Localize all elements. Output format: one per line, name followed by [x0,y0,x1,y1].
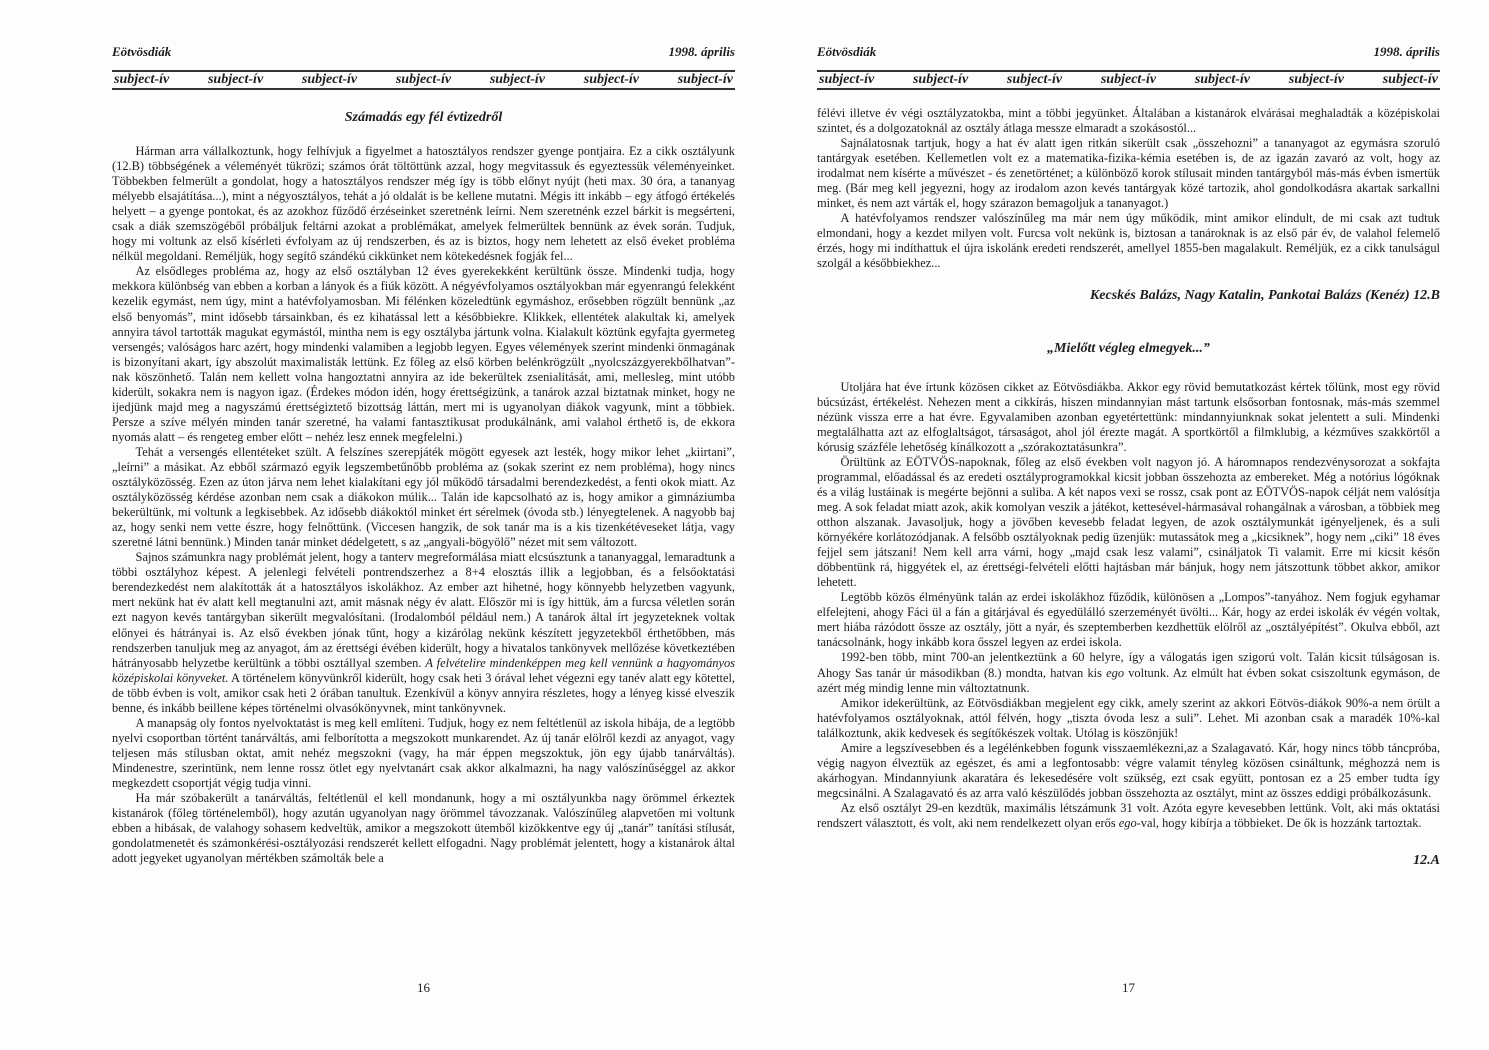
emphasized-text: ego [1118,815,1137,830]
paragraph: Amikor idekerültünk, az Eötvösdiákban megjelent egy cikk, amely szerint az akkori Eötvös-diákok 90%-a nem örült a hatévfolyamos osztályoknak, attól félvén, hogy „tiszta óvoda lesz a suli”. Lehet. Mi azonban csak a maradék 10%-kal találkoztunk, akik kedvesek és segítőkészek voltak. Utólag is köszönjük! [817,695,1440,740]
paragraph: Sajnálatosnak tartjuk, hogy a hat év alatt igen ritkán sikerült csak „összehozni” a tananyagot az egymásra szoruló tantárgyak esetében. Kellemetlen volt ez a matematika-fizika-kémia esetében is, de az igazán zavaró az volt, hogy az irodalmat nem kísérte a művészet - és zenetörténet; a különböző korok stílusait minden tantárgyból más-más évben ismertük meg. (Bár meg kell jegyezni, hogy az irodalom azon kevés tantárgyak közé tartozik, ahol gondolkodásra akartak sarkallni minket, és nem azt várták el, hogy szárazon bemagoljuk a tananyagot.) [817,136,1440,211]
subject-label: subject-ív [1194,72,1251,87]
paragraph: Legtöbb közös élményünk talán az erdei iskolákhoz fűződik, különösen a „Lompos”-tanyához. Nem fogjuk egyhamar elfelejteni, ahogy Fáci ül a fán a gitárjával és egyedülálló szerzeményét üvölti... Kár, hogy az erdei iskolák év végén voltak, mert hiába rázódott össze az osztály, jött a nyár, és szeptemberben kezdhettük elölről az „osztályépítést”. Okulva ebből, azt tanácsolnánk, hogy inkább kora ősszel legyen az erdei iskola. [817,590,1440,650]
paragraph: A manapság oly fontos nyelvoktatást is meg kell említeni. Tudjuk, hogy ez nem feltétlenül az iskola hibája, de a legtöbb nyelvi csoportban történt tanárváltás, ami felborította a megszokott munkarendet. Az új tanár elölről kezdi az anyagot, vagy teljesen más stílusban oktat, amit nehéz megszokni (vagy, ha már éppen megszoktuk, jön egy újabb tanárváltás). Mindenestre, szerintünk, nem lenne rossz ötlet egy nyelvtanárt csak akkor alkalmazni, ha nagy valószínűséggel az akkor megkezdett csoportját végig tudja vinni. [112,715,735,790]
paragraph: Tehát a versengés ellentéteket szült. A felszínes szerepjáték mögött egyesek azt lesték, hogy mikor lehet „kiirtani”, „leírni” a másikat. Az ebből származó egyik legszembetűnőbb probléma az (sokak szerint ez nem probléma), hogy nincs osztályközösség. Ezen az úton járva nem lehet kialakítani egy jól működő társadalmi berendezkedést, a fenti okok miatt. Az osztályközösség kérdése azonban nem csak a diákokon múlik... Talán ide kapcsolható az is, hogy amikor a gimnáziumba bekerültünk, mi voltunk a legkisebbek. Az idősebb diákoktól minket ért sérelmek (óvoda stb.) lényegtelenek. A nagyobb baj az, hogy senki nem vette észre, hogy felnőttünk. (Viccesen hangzik, de sok tanár ma is a kis tizenkétéveseket látja, vagy szeretné látni bennünk.) Minden tanár minket dédelgetett, s az „angyali-bögyölő” nézet mit sem változott. [112,444,735,550]
subject-label: subject-ív [912,72,969,87]
subject-label: subject-ív [207,72,264,87]
emphasized-text: A felvételire mindenképpen meg kell vennünk a hagyományos középiskolai könyveket. [112,655,735,685]
paragraph: félévi illetve év végi osztályzatokba, mint a többi jegyünket. Általában a kistanárok elvárásai meghaladták a középiskolai szintet, és a dolgozatoknál az osztály átlaga messze elmaradt a szokásostól... [817,106,1440,136]
paragraph: Utoljára hat éve írtunk közösen cikket az Eötvösdiákba. Akkor egy rövid bemutatkozást kértek tőlünk, most egy rövid búcsúzást, értékelést. Nehezen ment a cikkírás, hiszen mindannyian mást tartunk elsősorban fontosnak, más-más szemmel nézünk vissza erre a hat évre. Egyvalamiben azonban egyetértettünk: mindannyiunknak sokat jelentett a suli. Mindenki megtalálhatta azt az elfoglaltságot, társaságot, ahol jól érezte magát. A sportkörtől a filmklubig, a kézműves szakkörtől a kórusig százféle lehetőség kínálkozott a „szórakoztatásunkra”. [817,379,1440,454]
subject-label: subject-ív [1006,72,1063,87]
paragraph: Örültünk az EÖTVÖS-napoknak, főleg az első években volt nagyon jó. A háromnapos rendezvénysorozat a sokfajta programmal, előadással és az eredeti osztályprogramokkal kicsit jobban összehozta az embereket. Még a notórius lógóknak és a világ lustáinak is megérte bejönni a suliba. A két napos vexi se rossz, csak pont az EÖTVÖS-napok célját nem valósítja meg. A sok feladat miatt azok, akik komolyan veszik a játékot, kettesével-hármasával rohangálnak a városban, a többiek meg otthon alszanak. Javasoljuk, hogy a jövőben kevesebb feladat legyen, de azok osztálymunkát igényeljenek, és a suli környékére korlátozódjanak. A felsőbb osztályoknak pedig üzenjük: mutassátok meg a „kicsiknek”, hogy nem „ciki” 18 éves fejjel sem játszani! Nem kell arra várni, hogy „majd csak lesz valami”, csináljatok Ti valamit. Erre mi kicsit későn döbbentünk rá, higgyétek el, az érettségi-felvételi előtti hajtásban már bánjuk, hogy nem játszottunk többet akkor, amikor lehetett. [817,454,1440,590]
author-byline: Kecskés Balázs, Nagy Katalin, Pankotai Balázs (Kenéz) 12.B [1089,287,1440,303]
subject-label: subject-ív [1382,72,1438,87]
issue-date: 1998. április [1373,44,1440,59]
issue-date: 1998. április [668,44,735,59]
subject-label: subject-ív [395,72,452,87]
paragraph-text: 1992-ben több, mint 700-an jelentkeztünk a 60 helyre, így a válogatás igen szigorú volt. Talán kicsit túlságosan is. Ahogy Sas tanár úr másodikban (8.) mondta, hatvan kis [817,650,1440,680]
paragraph: Hárman arra vállalkoztunk, hogy felhívjuk a figyelmet a hatosztályos rendszer gyenge pontjaira. Ez a cikk osztályunk (12.B) többségének a véleményét tükrözi; számos órát töltöttünk azzal, hogy megvitassuk és egyeztessük véleményeinket. Többekben felmerült a gondolat, hogy a hatosztályos rendszer még így is több előnyt nyújt (heti max. 30 óra, a tananyag mélyebb elsajátítása...), mint a négyosztályos, tehát a jó oldalát is be kellene mutatni. Mégis itt inkább – egy átfogó értékelés helyett – a gyenge pontokat, és az azokhoz fűződő érzéseinket szeretnénk leírni. Nem szeretnénk ezzel bárkit is megsérteni, csak a diák szemszögéből próbáljuk feltárni azokat a problémákat, amelyek felmerültek bennünk az évek során. Tudjuk, hogy mi voltunk az első kísérleti évfolyam az új rendszerben, és az is biztos, hogy nem lehetett az első éveket probléma nélkül megoldani. Reméljük, hogy segítő szándékú cikkünket nem kötekedésnek fogják fel... [112,144,735,264]
paragraph: A hatévfolyamos rendszer valószínűleg ma már nem úgy működik, mint amikor elindult, de mi csak azt tudtuk elmondani, hogy a kezdet milyen volt. Furcsa volt nekünk is, biztosan a tanároknak is az első pár év, de valahol felemelő érzés, hogy mi indíthattuk el újra iskolánk eredeti rendszerét, amellyel 1855-ben magalakult. Reméljük, ez a cikk tanulságul szolgál a későbbiekhez... [817,211,1440,271]
paragraph [817,801,1440,831]
subject-label: subject-ív [1100,72,1157,87]
subject-label: subject-ív [677,72,733,87]
paragraph: Amire a legszívesebben és a legélénkebben fogunk visszaemlékezni,az a Szalagavató. Kár, hogy nincs több táncpróba, végig nagyon élveztük az egészet, és ami a legfontosabb: végre valamit tényleg közösen csináltunk, méghozzá nem is akárhogyan. Mindannyiunk akaratára és lekesedésére volt szükség, ezt csak együtt, pontosan ez a 25 ember tudta így megcsinálni. A Szalagavató és az arra való készülődés jobban összehozta az osztályt, mint az összes eddigi próbálkozásunk. [817,740,1440,800]
subject-bar [817,70,1440,90]
paragraph-text: -val, hogy kibírja a többieket. De ők is hozzánk tartoztak. [1136,815,1422,830]
subject-label: subject-ív [301,72,358,87]
emphasized-text: ego [1106,665,1125,680]
subject-label: subject-ív [583,72,639,87]
publication-name: Eötvösdiák [817,44,877,59]
paragraph [817,650,1440,695]
paragraph: Az elsődleges probléma az, hogy az első osztályban 12 éves gyerekekként kerültünk össze. Mindenki tudja, hogy mekkora különbség van ebben a korban a lányok és a fiúk között. A négyévfolyamos osztályokban már egyenrangú felekként kezelik egymást, nem úgy, mint a hatévfolyamosban. Mi félénken közeledtünk egymáshoz, erősebben rögzült bennünk „az első benyomás”, mint idősebb társainkban, és ez kihatással lett a későbbiekre. Klikkek, ellentétek alakultak ki, amelyek annyira távol tartották magukat egymástól, mintha nem is egy osztályba jártunk volna. Kialakult köztünk egyfajta gyermeteg versengés; valóságos harc azért, hogy mindenki valamiben a legjobb legyen. Egyes vélemények szerint mindenki önmagának is bizonyítani akart, így abszolút maximalisták lettünk. Ez főleg az első körben belénkrögzült „nyolcszázgyerekbőlhatvan”-nak köszönhető. Talán nem kellett volna hangoztatni annyira az ide bekerültek zsenialitását, ami, mellesleg, mint utóbb kiderült, sokakra nem is nagyon igaz. (Érdekes módon idén, hogy érettségizünk, a tanárok azzal biztatnak minket, hogy ne ijedjünk majd meg a nagyszámú érettségiztető bizottság láttán, mert mi is ugyanolyan diákok vagyunk, mint a többiek. Persze a szíve mélyén minden tanár szeretné, ha valami fantasztikusat produkálnánk, ami valahol érthető is, de ekkora nyomás alatt – és rengeteg ember előtt – nehéz lesz ennek megfelelni.) [112,264,735,444]
right-page [817,0,1440,1050]
publication-name: Eötvösdiák [112,44,172,59]
article-body [112,144,735,866]
paragraph-text: voltunk. Az elmúlt hat évben sokat csiszoltunk egymáson, de azért még mindig lenne min változtatnunk. [817,665,1440,695]
subject-bar [112,70,735,90]
paragraph-text: Sajnos számunkra nagy problémát jelent, hogy a tanterv megreformálása miatt elcsúsztunk a tananyaggal, lemaradtunk a többi osztályhoz képest. A jelenlegi felvételi pontrendszerhez a 8+4 elosztás illik a legjobban, és a felsőoktatási berendezkedést nem alakították át a hatosztályos iskolákhoz. Az ember azt hihetné, hogy könnyebb helyzetben vagyunk, mert nekünk hat év alatt kell megtanulni azt, amit másnak négy év alatt. Először mi is így hittük, ám a furcsa véletlen során ezt nagyon kevés tantárgyban sikerült megvalósítani. (Irodalomból például nem.) A tanárok által írt jegyzeteknek voltak előnyei és hátrányai is. Az első években jónak tűnt, hogy a kizárólag nekünk készített jegyzetekből érthetőbben, más rendszerben tanuljuk meg az anyagot, ám az érettségi évében kiderült, hogy a hivatalos tankönyvek mellőzése következtében hátrányosabb helyzetbe kerültünk a többi osztállyal szemben. [112,550,735,670]
article-continuation [817,106,1440,868]
running-head [112,44,735,60]
paragraph [112,550,735,716]
class-byline: 12.A [1413,853,1440,869]
page-number: 17 [1122,980,1135,995]
subject-label: subject-ív [489,72,546,87]
left-page [112,0,735,1050]
subject-label: subject-ív [114,72,170,87]
paragraph: Ha már szóbakerült a tanárváltás, feltétlenül el kell mondanunk, hogy a mi osztályunkba nagy örömmel érkeztek kistanárok (főleg történelemből), hogy azután ugyanolyan nagy örömmel távozzanak. Valószínűleg alapvetően mi voltunk ebben a hibásak, de valahogy sohasem kedveltük, amikor a megszokott ütemből kizökkentve egy új „tanár” tanítási stílusát, gondolatmenetét és számonkérési-osztályozási rendszerét kellett elfogadni. Nagy problémát jelentett, hogy a kistanárok által adott jegyeket ugyanolyan mértékben számolták bele a [112,791,735,866]
subject-label: subject-ív [1288,72,1344,87]
article-title: „Mielőtt végleg elmegyek...” [1047,340,1210,356]
running-head [817,44,1440,60]
paragraph-text: A történelem könyvünkről kiderült, hogy csak heti 3 órával lehet végezni egy tanév alatt egy kötettel, de több évben is volt, amikor csak heti 2 órában tanultuk. Ezenkívül a könyv annyira részletes, hogy a lényeg kissé elveszik benne, és inkább beillene képes történelmi olvasókönyvnek, mint tankönyvnek. [112,670,736,715]
article-title: Számadás egy fél évtizedről [344,110,503,125]
page-number: 16 [417,980,430,995]
paragraph-text: Az első osztályt 29-en kezdtük, maximális létszámunk 31 volt. Azóta egyre kevesebben lettünk. Volt, aki más oktatási rendszert választott, és volt, aki nem rendelkezett olyan erős [817,800,1440,830]
subject-label: subject-ív [819,72,875,87]
